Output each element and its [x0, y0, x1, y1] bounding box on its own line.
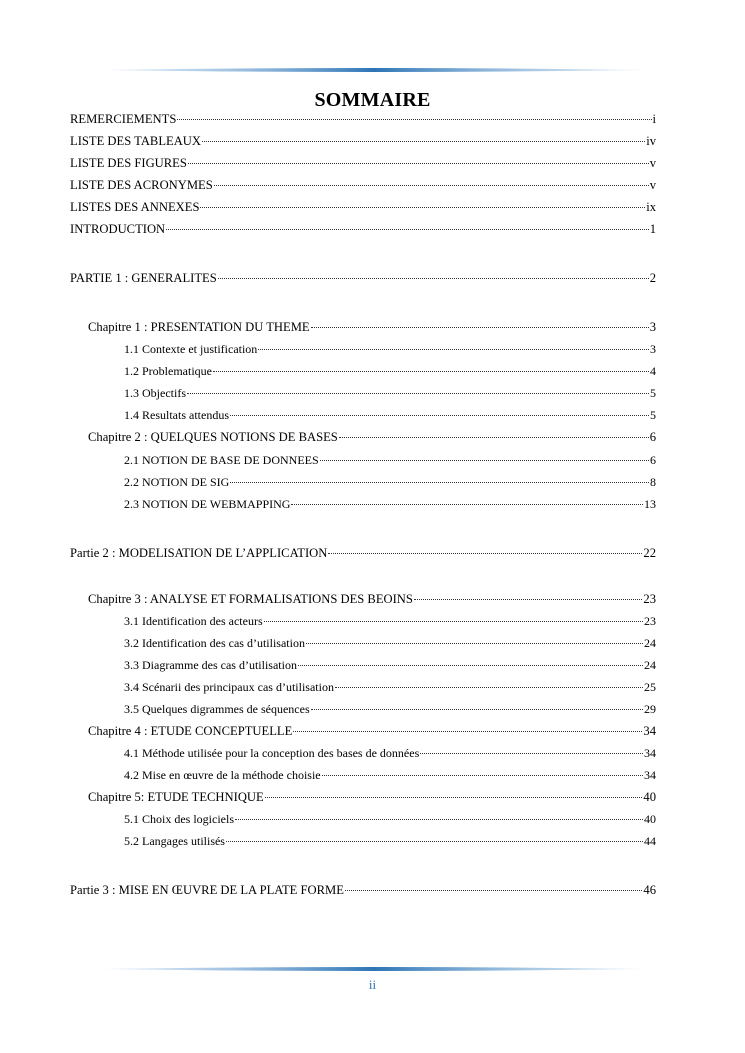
leader-dots — [420, 753, 643, 754]
toc-entry-page: 5 — [650, 408, 656, 422]
toc-entry-page: v — [649, 178, 656, 192]
toc-entry-page: ix — [646, 200, 656, 214]
toc-entry-label: 3.3 Diagramme des cas d’utilisation — [124, 658, 297, 672]
toc-entry-label: LISTE DES TABLEAUX — [70, 134, 201, 148]
toc-entry-label: Chapitre 3 : ANALYSE ET FORMALISATIONS DES BEOINS — [88, 592, 413, 606]
toc-entry-page: 29 — [644, 702, 656, 716]
toc-entry[interactable] — [70, 177, 656, 193]
toc-entry-page: 2 — [649, 271, 656, 285]
toc-entry-label: Chapitre 5: ETUDE TECHNIQUE — [88, 790, 264, 804]
toc-part-entry[interactable] — [70, 882, 656, 898]
leader-dots — [214, 185, 649, 186]
toc-entry-label: 1.4 Resultats attendus — [124, 408, 229, 422]
toc-entry-page: i — [652, 112, 656, 126]
toc-chapter-entry[interactable] — [88, 723, 656, 739]
toc-entry-page: 5 — [650, 386, 656, 400]
toc-entry-label: 3.2 Identification des cas d’utilisation — [124, 636, 305, 650]
toc-entry-page: 23 — [643, 592, 656, 606]
leader-dots — [202, 141, 645, 142]
toc-entry-page: 6 — [649, 430, 656, 444]
leader-dots — [230, 415, 649, 416]
leader-dots — [226, 841, 643, 842]
toc-entry-label: 5.1 Choix des logiciels — [124, 812, 234, 826]
toc-entry[interactable] — [70, 111, 656, 127]
toc-entry-label: 2.3 NOTION DE WEBMAPPING — [124, 497, 291, 511]
toc-entry-page: 24 — [644, 636, 656, 650]
leader-dots — [166, 229, 649, 230]
leader-dots — [311, 709, 643, 710]
leader-dots — [293, 731, 642, 732]
leader-dots — [230, 482, 649, 483]
toc-section-entry[interactable] — [124, 767, 656, 783]
toc-entry-label: 3.1 Identification des acteurs — [124, 614, 263, 628]
toc-section-entry[interactable] — [124, 452, 656, 468]
leader-dots — [200, 207, 645, 208]
top-decorative-rule — [104, 67, 644, 73]
leader-dots — [320, 460, 649, 461]
toc-section-entry[interactable] — [124, 811, 656, 827]
toc-section-entry[interactable] — [124, 385, 656, 401]
page-title: SOMMAIRE — [314, 89, 431, 111]
leader-dots — [264, 621, 643, 622]
toc-section-entry[interactable] — [124, 657, 656, 673]
toc-entry-page: 46 — [643, 883, 656, 897]
toc-section-entry[interactable] — [124, 407, 656, 423]
toc-chapter-entry[interactable] — [88, 319, 656, 335]
toc-entry-label: Chapitre 4 : ETUDE CONCEPTUELLE — [88, 724, 293, 738]
toc-section-entry[interactable] — [124, 635, 656, 651]
toc-section-entry[interactable] — [124, 833, 656, 849]
toc-entry-page: 40 — [644, 812, 656, 826]
toc-entry-page: 22 — [643, 546, 656, 560]
toc-entry-page: 25 — [644, 680, 656, 694]
toc-entry-label: 1.2 Problematique — [124, 364, 212, 378]
toc-section-entry[interactable] — [124, 341, 656, 357]
toc-chapter-entry[interactable] — [88, 429, 656, 445]
toc-entry-page: v — [649, 156, 656, 170]
toc-entry-label: LISTES DES ANNEXES — [70, 200, 200, 214]
leader-dots — [213, 371, 649, 372]
toc-entry-page: 34 — [644, 746, 656, 760]
toc-entry-label: 3.4 Scénarii des principaux cas d’utilisation — [124, 680, 334, 694]
leader-dots — [298, 665, 643, 666]
toc-entry-label: Chapitre 1 : PRESENTATION DU THEME — [88, 320, 310, 334]
toc-entry-label: Chapitre 2 : QUELQUES NOTIONS DE BASES — [88, 430, 338, 444]
toc-section-entry[interactable] — [124, 363, 656, 379]
leader-dots — [188, 163, 649, 164]
leader-dots — [328, 553, 642, 554]
toc-entry-page: 1 — [649, 222, 656, 236]
toc-entry-label: 3.5 Quelques digrammes de séquences — [124, 702, 310, 716]
toc-entry-label: 2.2 NOTION DE SIG — [124, 475, 230, 489]
toc-entry-page: 34 — [644, 768, 656, 782]
leader-dots — [345, 890, 642, 891]
leader-dots — [218, 278, 649, 279]
leader-dots — [335, 687, 643, 688]
toc-entry-label: 4.2 Mise en œuvre de la méthode choisie — [124, 768, 321, 782]
toc-entry-page: iv — [646, 134, 656, 148]
toc-entry[interactable] — [70, 155, 656, 171]
toc-section-entry[interactable] — [124, 745, 656, 761]
leader-dots — [291, 504, 643, 505]
toc-entry-label: Partie 2 : MODELISATION DE L’APPLICATION — [70, 546, 328, 560]
leader-dots — [414, 599, 643, 600]
toc-entry-label: 4.1 Méthode utilisée pour la conception des bases de données — [124, 746, 420, 760]
toc-entry-page: 44 — [644, 834, 656, 848]
toc-entry[interactable] — [70, 199, 656, 215]
leader-dots — [235, 819, 643, 820]
toc-section-entry[interactable] — [124, 496, 656, 512]
leader-dots — [311, 327, 649, 328]
toc-section-entry[interactable] — [124, 613, 656, 629]
toc-entry-page: 8 — [650, 475, 656, 489]
toc-part-entry[interactable] — [70, 545, 656, 561]
toc-entry[interactable] — [70, 221, 656, 237]
toc-entry-page: 23 — [644, 614, 656, 628]
toc-entry-page: 3 — [649, 320, 656, 334]
toc-entry-page: 6 — [650, 453, 656, 467]
toc-entry-label: REMERCIEMENTS — [70, 112, 177, 126]
leader-dots — [322, 775, 643, 776]
page-number: ii — [368, 977, 377, 992]
toc-chapter-entry[interactable] — [88, 591, 656, 607]
toc-entry-page: 24 — [644, 658, 656, 672]
leader-dots — [339, 437, 649, 438]
toc-entry-label: INTRODUCTION — [70, 222, 166, 236]
toc-entry-label: 1.1 Contexte et justification — [124, 342, 258, 356]
toc-section-entry[interactable] — [124, 701, 656, 717]
toc-section-entry[interactable] — [124, 679, 656, 695]
toc-entry-page: 13 — [644, 497, 656, 511]
toc-entry-label: PARTIE 1 : GENERALITES — [70, 271, 217, 285]
toc-entry-page: 40 — [643, 790, 656, 804]
bottom-decorative-rule — [104, 966, 644, 972]
leader-dots — [258, 349, 649, 350]
toc-entry-label: LISTE DES FIGURES — [70, 156, 187, 170]
toc-entry-label: 5.2 Langages utilisés — [124, 834, 225, 848]
toc-chapter-entry[interactable] — [88, 789, 656, 805]
toc-entry-label: 1.3 Objectifs — [124, 386, 186, 400]
leader-dots — [306, 643, 643, 644]
leader-dots — [177, 119, 651, 120]
toc-part-entry[interactable] — [70, 270, 656, 286]
toc-entry-label: Partie 3 : MISE EN ŒUVRE DE LA PLATE FORME — [70, 883, 344, 897]
toc-entry-page: 34 — [643, 724, 656, 738]
toc-entry-label: LISTE DES ACRONYMES — [70, 178, 213, 192]
toc-entry-page: 4 — [650, 364, 656, 378]
toc-entry-page: 3 — [650, 342, 656, 356]
leader-dots — [265, 797, 643, 798]
toc-entry-label: 2.1 NOTION DE BASE DE DONNEES — [124, 453, 319, 467]
leader-dots — [187, 393, 649, 394]
toc-entry[interactable] — [70, 133, 656, 149]
toc-section-entry[interactable] — [124, 474, 656, 490]
